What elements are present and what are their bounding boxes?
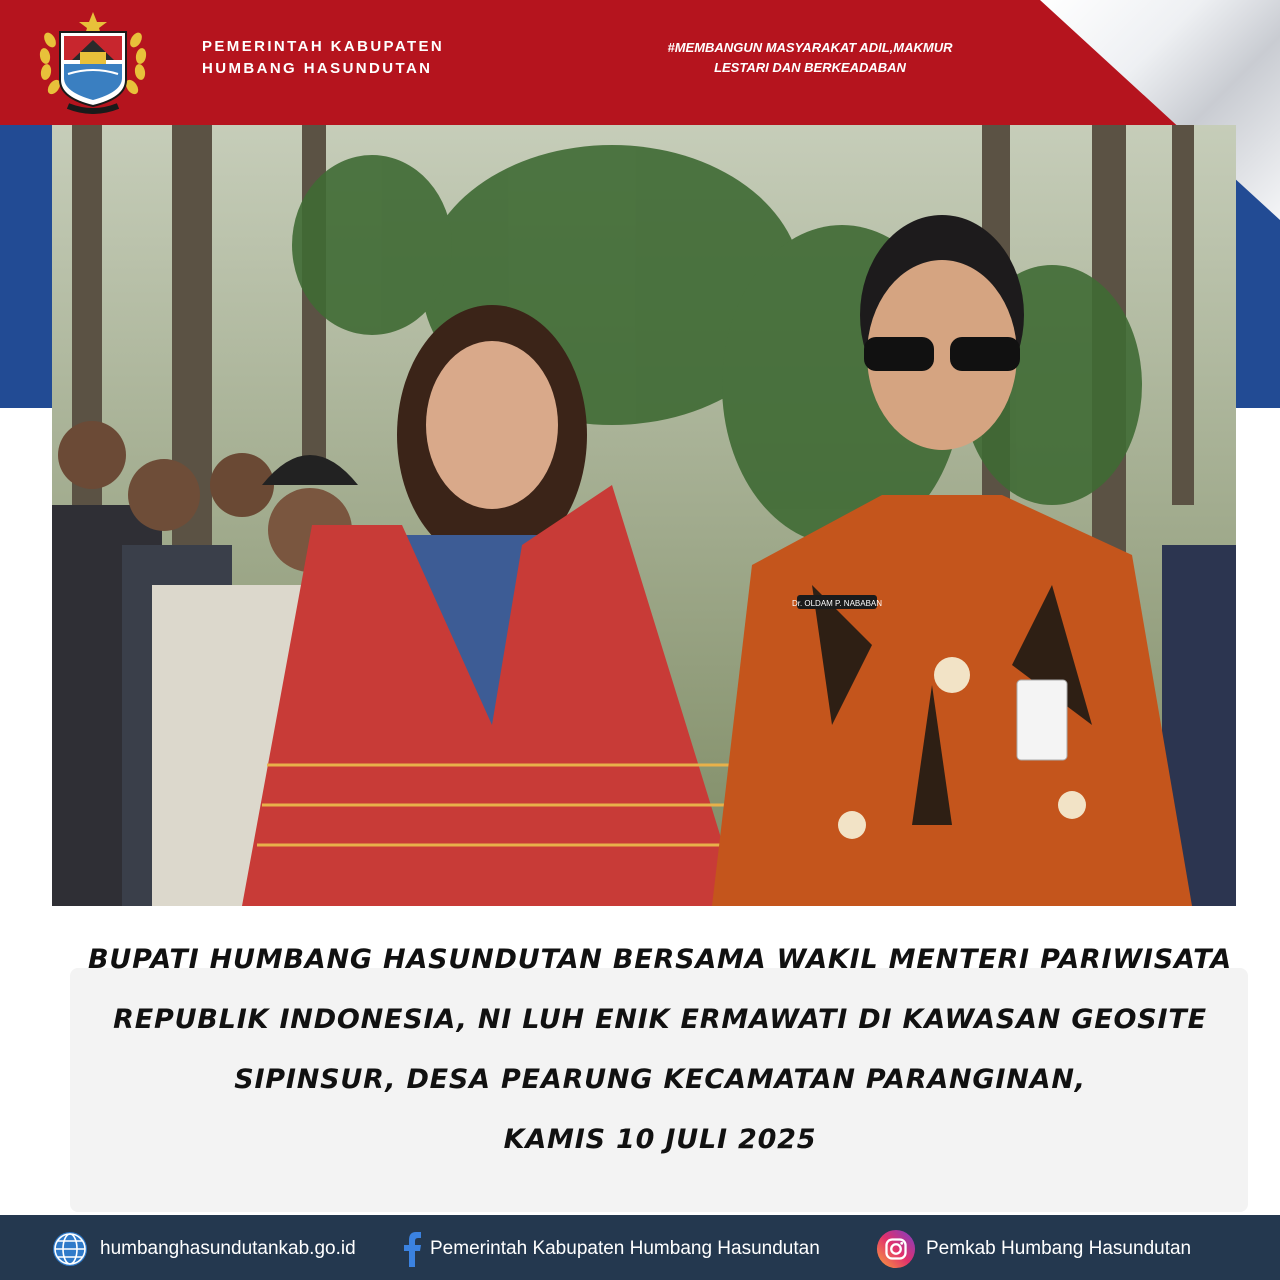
website-link[interactable] [50, 1234, 356, 1264]
facebook-text: Pemerintah Kabupaten Humbang Hasundutan [430, 1238, 820, 1259]
instagram-text: Pemkab Humbang Hasundutan [926, 1238, 1192, 1259]
blue-band-left [0, 125, 52, 408]
caption-line2: REPUBLIK INDONESIA, NI LUH ENIK ERMAWATI DI KAWASAN GEOSITE [113, 1004, 1207, 1035]
footer [0, 1215, 1280, 1280]
instagram-icon [876, 1229, 916, 1269]
government-title-line1: PEMERINTAH KABUPATEN [202, 38, 445, 55]
event-photo [52, 125, 1236, 906]
slogan-line2: LESTARI DAN BERKEADABAN [714, 60, 906, 75]
name-tag: Dr. OLDAM P. NABABAN [791, 599, 883, 608]
facebook-icon [400, 1229, 424, 1269]
facebook-link[interactable] [400, 1234, 820, 1264]
regency-emblem-icon [38, 10, 148, 114]
website-text: humbanghasundutankab.go.id [100, 1238, 356, 1259]
globe-icon [50, 1229, 90, 1269]
government-title [202, 36, 472, 80]
slogan [630, 38, 990, 78]
caption-line3: SIPINSUR, DESA PEARUNG KECAMATAN PARANGINAN, [234, 1064, 1086, 1095]
government-title-line2: HUMBANG HASUNDUTAN [202, 60, 433, 77]
instagram-link[interactable] [876, 1234, 1191, 1264]
caption-line1: BUPATI HUMBANG HASUNDUTAN BERSAMA WAKIL MENTERI PARIWISATA [88, 944, 1232, 975]
caption-line4: KAMIS 10 JULI 2025 [503, 1124, 817, 1155]
caption [60, 930, 1260, 1170]
slogan-line1: #MEMBANGUN MASYARAKAT ADIL,MAKMUR [667, 40, 953, 55]
